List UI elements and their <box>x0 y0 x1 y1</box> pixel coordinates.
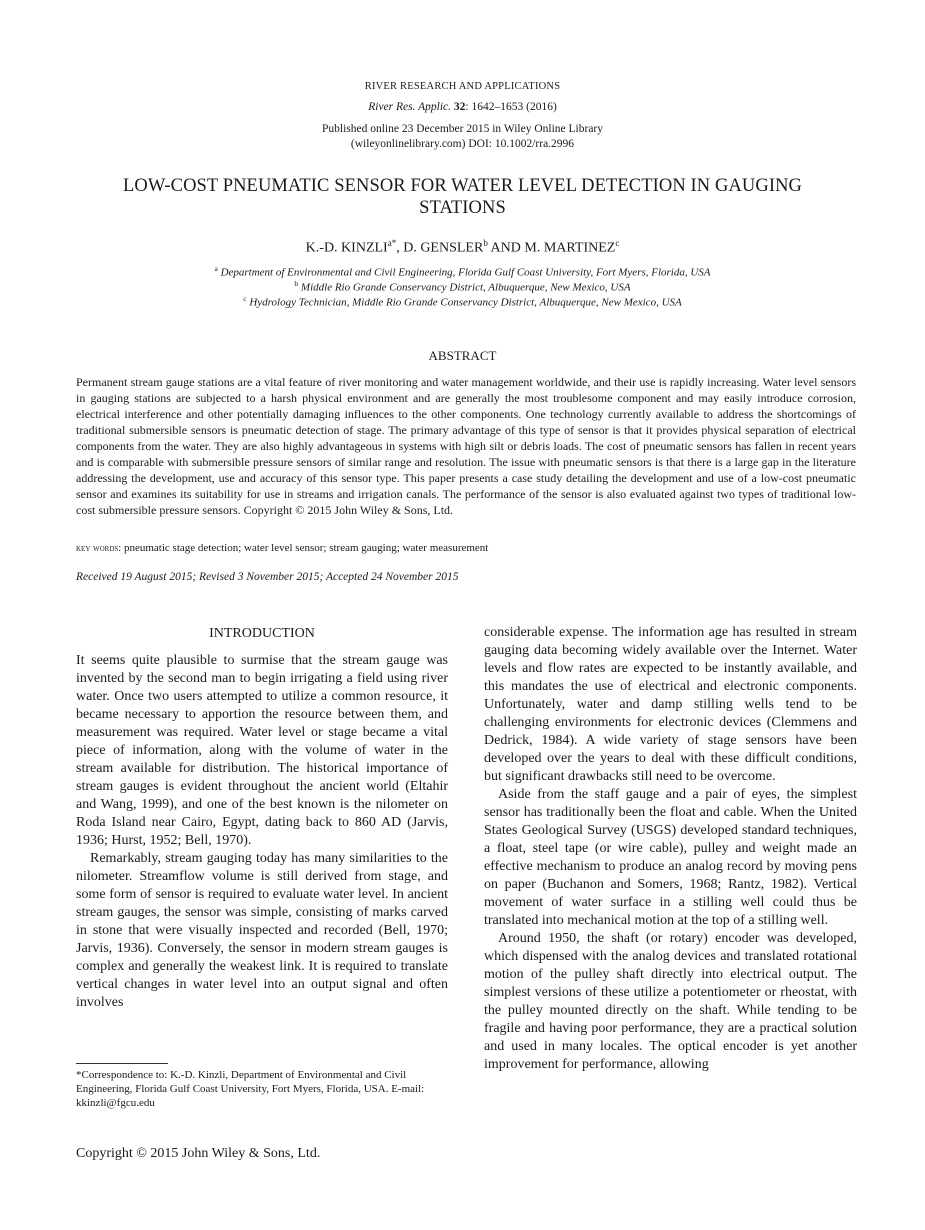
citation-journal: River Res. Applic. <box>368 101 452 113</box>
affiliation-b <box>0 279 925 294</box>
intro-paragraph-4: Around 1950, the shaft (or rotary) encoder was developed, which dispensed with the analog devices and translated rotational motion of the pulley shaft directly into electrical output. The simplest versions of these utilize a potentiometer or rheostat, with the pulley mounted directly on the shaft. While tending to be fragile and having poor performance, they are a practical solution and used in many locales. The optical encoder is yet another improvement for performance, allowing <box>484 931 857 1072</box>
affiliation-c <box>0 294 925 309</box>
left-column <box>76 652 448 1012</box>
author-3-mark: c <box>615 238 620 248</box>
paper-title: LOW-COST PNEUMATIC SENSOR FOR WATER LEVEL DETECTION IN GAUGING STATIONS <box>122 176 803 218</box>
received-dates: Received 19 August 2015; Revised 3 November 2015; Accepted 24 November 2015 <box>76 571 459 583</box>
author-3: M. MARTINEZ <box>524 240 616 256</box>
affiliation-a <box>0 264 925 279</box>
right-column <box>484 624 857 1074</box>
author-list <box>0 238 925 257</box>
keywords-label: key words: <box>76 543 122 554</box>
affiliation-text: Department of Environmental and Civil Engineering, Florida Gulf Coast University, Fort Myers, Florida, USA <box>217 266 711 279</box>
intro-paragraph-3: Aside from the staff gauge and a pair of eyes, the simplest sensor has traditionally been the float and cable. When the United States Geological Survey (USGS) developed standard techniques, a float, steel tape (or wire cable), pulley and weight made an effective mechanism to produce an analog record by moving pens on paper (Buchanon and Somers, 1968; Rantz, 1982). Vertical movement of water surface in a stilling well could thus be translated into mechanical motion at the top of a stilling well. <box>484 787 857 928</box>
affiliation-mark: b <box>294 279 299 288</box>
affiliation-text: Hydrology Technician, Middle Rio Grande Conservancy District, Albuquerque, New Mexico, USA <box>246 296 682 309</box>
author-2-mark: b <box>483 238 488 248</box>
author-1: K.-D. KINZLI <box>305 240 388 256</box>
affiliation-mark: c <box>243 294 247 303</box>
author-2: D. GENSLER <box>403 240 484 256</box>
correspondence-footnote: *Correspondence to: K.-D. Kinzli, Department of Environmental and Civil Engineering, Florida Gulf Coast University, Fort Myers, Florida, USA. E-mail: kkinzli@fgcu.edu <box>76 1069 425 1109</box>
author-separator: , <box>396 240 404 256</box>
author-1-mark: a* <box>387 238 397 248</box>
keywords <box>76 542 856 554</box>
intro-paragraph-1: It seems quite plausible to surmise that the stream gauge was invented by the second man to begin irrigating a field using river water. Once two users attempted to utilize a common resource, it became necessary to apportion the resource between them, and measurement was required. Water level or stage became a vital piece of information, along with the volume of water in the stream available for distribution. The historical importance of stream gauges is evident throughout the ancient world (Eltahir and Wang, 1999), and one of the best known is the nilometer on Roda Island near Cairo, Egypt, dating back to 860 AD (Jarvis, 1936; Hurst, 1952; Bell, 1970). <box>76 653 448 848</box>
citation-pages: : 1642–1653 (2016) <box>465 101 557 113</box>
abstract-heading: ABSTRACT <box>428 348 497 363</box>
citation-volume: 32 <box>453 101 466 113</box>
affiliation-text: Middle Rio Grande Conservancy District, Albuquerque, New Mexico, USA <box>298 281 631 294</box>
citation-line <box>0 101 925 113</box>
intro-paragraph-2: Remarkably, stream gauging today has many similarities to the nilometer. Streamflow volume is still derived from stage, and some form of sensor is required to evaluate water level. In ancient stream gauges, the sensor was simple, consisting of marks carved in stone that were visually inspected and recorded (Bell, 1970; Jarvis, 1936). Conversely, the sensor in modern stream gauges is complex and generally the weakest link. It is required to translate vertical changes in water level into an output signal and often involves <box>76 851 448 1010</box>
abstract-body: Permanent stream gauge stations are a vital feature of river monitoring and water management worldwide, and their use is rapidly increasing. Water level sensors in gauging stations are subjected to a harsh physical environment and are generally the most troublesome component and may easily introduce corrosion, electrical interference and other potentially damaging influences to the other components. One technology currently available to address the shortcomings of traditional submersible sensors is pneumatic detection of stage. The primary advantage of this type of sensor is that it provides physical separation of electrical components from the water. They are also highly advantageous in systems with high silt or debris loads. The cost of pneumatic sensors has fallen in recent years and is comparable with submersible pressure sensors of similar range and resolution. The issue with pneumatic sensors is that there is a large gap in the literature addressing the development, use and accuracy of this sensor type. This paper presents a case study detailing the development and use of a low-cost pneumatic sensor and examines its suitability for use in streams and irrigation canals. The performance of the sensor is also evaluated against two types of traditional low-cost submersible pressure sensors. Copyright © 2015 John Wiley & Sons, Ltd. <box>76 375 856 517</box>
keywords-text: pneumatic stage detection; water level sensor; stream gauging; water measurement <box>121 542 489 554</box>
affiliation-mark: a <box>214 264 218 273</box>
published-line: Published online 23 December 2015 in Wiley Online Library <box>321 123 603 135</box>
journal-name: RIVER RESEARCH AND APPLICATIONS <box>364 81 561 92</box>
doi-line[interactable]: (wileyonlinelibrary.com) DOI: 10.1002/rra.2996 <box>350 138 575 150</box>
author-separator: AND <box>487 240 525 256</box>
page-copyright: Copyright © 2015 John Wiley & Sons, Ltd. <box>76 1146 321 1161</box>
footnote-rule <box>76 1063 168 1064</box>
intro-paragraph-2-continued: considerable expense. The information age has resulted in stream gauging data becoming widely available over the Internet. Water levels and flow rates are expected to be instantly available, and this mandates the use of electrical and electronic components. Unfortunately, water and damp stilling wells tend to be challenging environments for electronic devices (Clemmens and Dedrick, 1984). A wide variety of stage sensors have been developed over the years to deal with these difficult conditions, but significant drawbacks still need to be overcome. <box>484 625 857 784</box>
introduction-heading: INTRODUCTION <box>209 626 315 641</box>
